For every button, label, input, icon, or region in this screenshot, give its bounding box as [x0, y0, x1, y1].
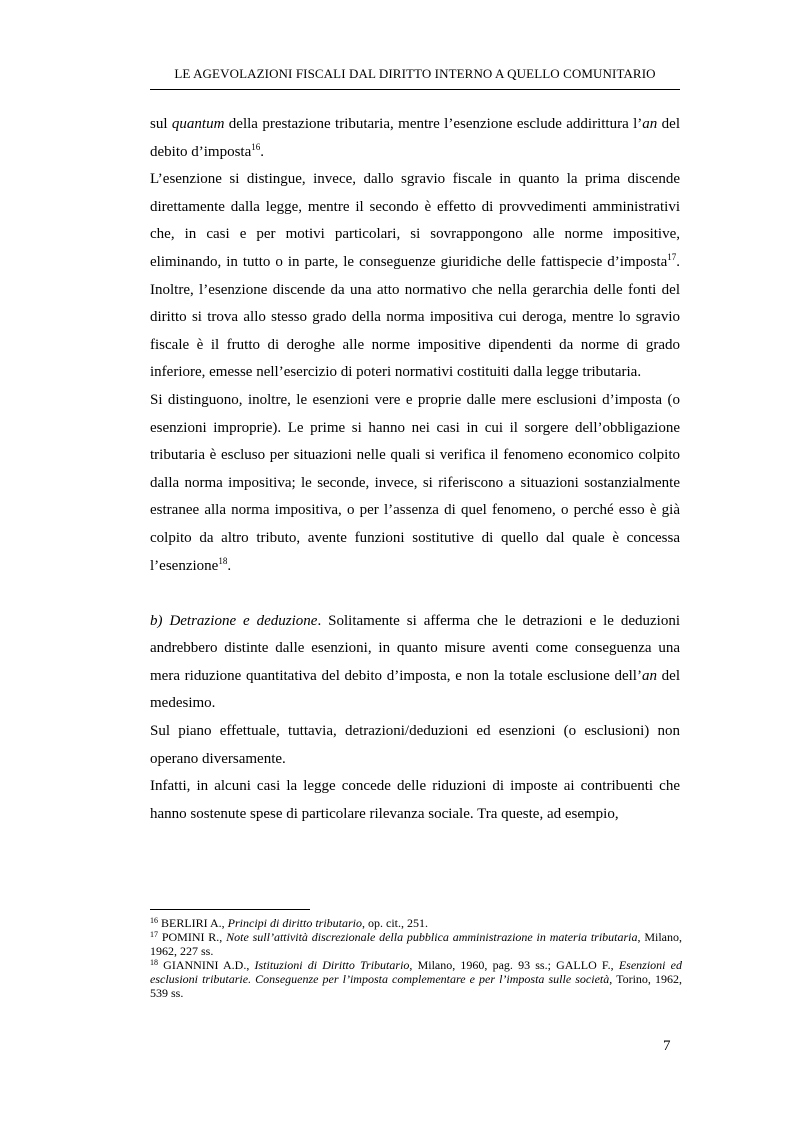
body-text [150, 111, 680, 828]
footnote-rule [150, 909, 310, 910]
section-heading: b) Detrazione e deduzione [150, 612, 318, 629]
header-rule [150, 89, 680, 90]
footnote-ref-17[interactable]: 17 [667, 251, 677, 262]
footnote-17: $^{17}$ POMINI R., Note sull’attività discrezionale della pubblica amministrazione in materia tributaria, Milano, 1962, 227 ss. [150, 930, 683, 958]
paragraph-4: b) Detrazione e deduzione. Solitamente si afferma che le detrazioni e le deduzioni andrebbero distinte dalle esenzioni, in quanto misure aventi come conseguenza una mera riduzione quantitativa del debito d’imposta, e non la totale esclusione dell’an del medesimo. [150, 612, 680, 712]
paragraph-5: Sul piano effettuale, tuttavia, detrazioni/deduzioni ed esenzioni (o esclusioni) non operano diversamente. [150, 723, 680, 767]
footnote-ref-18[interactable]: 18 [218, 555, 228, 566]
paragraph-1: sul quantum della prestazione tributaria, mentre l’esenzione esclude addirittura l’an del debito d’imposta$^{16}$. [150, 116, 680, 160]
footnote-ref-16[interactable]: 16 [251, 141, 261, 152]
footnote-16: $^{16}$ BERLIRI A., Principi di diritto tributario, op. cit., 251. [150, 916, 429, 930]
footnotes [150, 916, 682, 1000]
paragraph-6: Infatti, in alcuni casi la legge concede delle riduzioni di imposte ai contribuenti che hanno sostenute spese di particolare rilevanza sociale. Tra queste, ad esempio, [150, 778, 680, 822]
footnote-18: $^{18}$ GIANNINI A.D., Istituzioni di Diritto Tributario, Milano, 1960, pag. 93 ss.; GALLO F., Esenzioni ed esclusioni tributarie. Conseguenze per l’imposta complementare e per l’imposta sulle società, Torino, 1962, 539 ss. [150, 958, 682, 1000]
running-header: LE AGEVOLAZIONI FISCALI DAL DIRITTO INTERNO A QUELLO COMUNITARIO [174, 66, 656, 81]
paragraph-2: L’esenzione si distingue, invece, dallo sgravio fiscale in quanto la prima discende direttamente dalla legge, mentre il secondo è effetto di provvedimenti amministrativi che, in casi e per motivi particolari, si sovrappongono alle norme impositive, eliminando, in tutto o in parte, le conseguenze giuridiche delle fattispecie d’imposta$^{17}$. Inoltre, l’esenzione discende da una atto normativo che nella gerarchia delle fonti del diritto si trova allo stesso grado della norma impositiva cui deroga, mentre lo sgravio fiscale è il frutto di deroghe alle norme impositive dipendenti da norme di grado inferiore, emesse nell’esercizio di poteri normativi costituiti dalla legge tributaria. [150, 171, 680, 381]
page-number: 7 [663, 1038, 671, 1054]
paragraph-3: Si distinguono, inoltre, le esenzioni vere e proprie dalle mere esclusioni d’imposta (o esenzioni improprie). Le prime si hanno nei casi in cui il sorgere dell’obbligazione tributaria è escluso per situazioni nelle quali si verifica il fenomeno economico colpito dalla norma impositiva; le seconde, invece, si riferiscono a situazioni sostanzialmente estranee alla norma impositiva, o per l’assenza di quel fenomeno, o perché esso è già colpito da altro tributo, avente funzioni sostitutive di quello dal quale è concessa l’esenzione$^{18}$. [150, 391, 680, 574]
